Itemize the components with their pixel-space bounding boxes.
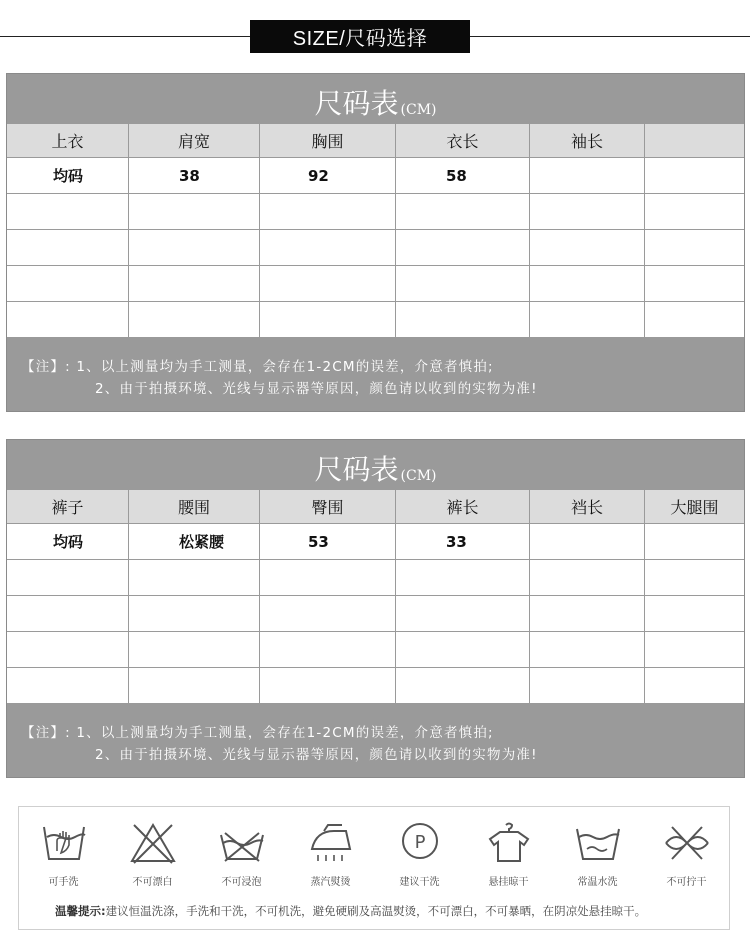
- svg-text:P: P: [414, 832, 425, 853]
- column-header: 衣长: [396, 124, 530, 158]
- steam-iron-icon: [306, 821, 356, 865]
- table-row: [7, 230, 744, 266]
- table-cell: [530, 524, 645, 560]
- column-header: 上衣: [7, 124, 129, 158]
- column-header: 裆长: [530, 490, 645, 524]
- bottom-table-title: [7, 440, 744, 490]
- care-label: 不可漂白: [132, 877, 173, 888]
- table-row: [7, 302, 744, 338]
- cell-value: 均码: [53, 167, 84, 185]
- no-wring-icon: [662, 821, 712, 865]
- bottom-table-grid: [7, 490, 744, 704]
- table-cell: [260, 158, 396, 194]
- table-row: [7, 266, 744, 302]
- cell-value: 92: [308, 166, 329, 185]
- header-divider-right: [470, 36, 750, 37]
- top-table-grid: [7, 124, 744, 338]
- bottom-table-unit: (CM): [400, 468, 437, 484]
- table-cell: [7, 158, 129, 194]
- table-row: [7, 632, 744, 668]
- bottom-size-table: [6, 439, 745, 778]
- table-row: [7, 668, 744, 704]
- table-cell: [396, 524, 530, 560]
- table-cell: [129, 524, 260, 560]
- column-header: 肩宽: [129, 124, 260, 158]
- cell-value: 33: [446, 532, 467, 551]
- cell-value: 均码: [53, 533, 84, 551]
- column-header: 大腿围: [645, 490, 744, 524]
- table-cell: [396, 158, 530, 194]
- no-soak-icon: [217, 821, 267, 865]
- care-item: [553, 821, 642, 888]
- top-table-title-text: 尺码表: [314, 87, 399, 120]
- bottom-table-note: [21, 722, 538, 766]
- table-cell: [129, 158, 260, 194]
- column-header: 胸围: [260, 124, 396, 158]
- table-row: [7, 158, 744, 194]
- dry-clean-icon: [395, 821, 445, 865]
- table-cell: [260, 524, 396, 560]
- page-title: SIZE/尺码选择: [250, 20, 470, 53]
- care-tip-label: 温馨提示:: [55, 904, 106, 918]
- table-header-row: [7, 490, 744, 524]
- column-header: 袖长: [530, 124, 645, 158]
- note-line-2: 2、由于拍摄环境、光线与显示器等原因，颜色请以收到的实物为准!: [95, 381, 538, 397]
- column-header: [645, 124, 744, 158]
- table-header-row: [7, 124, 744, 158]
- table-cell: [645, 524, 744, 560]
- note-line-1: 【注】: 1、以上测量均为手工测量，会存在1-2CM的误差，介意者慎拍;: [21, 725, 494, 741]
- care-icon-row: [19, 821, 731, 888]
- care-label: 常温水洗: [577, 877, 618, 888]
- table-cell: [530, 158, 645, 194]
- care-label: 不可浸泡: [221, 877, 262, 888]
- cell-value: 53: [308, 532, 329, 551]
- top-size-table: [6, 73, 745, 412]
- care-label: 可手洗: [48, 877, 79, 888]
- column-header: 臀围: [260, 490, 396, 524]
- cell-value: 38: [179, 166, 200, 185]
- care-tip-text: 建议恒温洗涤，手洗和干洗，不可机洗，避免硬刷及高温熨烫，不可漂白，不可暴晒，在阴凉处悬挂晾干。: [105, 904, 647, 918]
- top-table-title: [7, 74, 744, 124]
- hand-wash-icon: [39, 821, 89, 865]
- no-bleach-icon: [128, 821, 178, 865]
- table-row: [7, 194, 744, 230]
- cell-value: 58: [446, 166, 467, 185]
- warm-wash-icon: [573, 821, 623, 865]
- care-instructions: [18, 806, 730, 930]
- care-item: [464, 821, 553, 888]
- column-header: 裤长: [396, 490, 530, 524]
- note-line-1: 【注】: 1、以上测量均为手工测量，会存在1-2CM的误差，介意者慎拍;: [21, 359, 494, 375]
- table-cell: [645, 158, 744, 194]
- care-item: [19, 821, 108, 888]
- top-table-unit: (CM): [400, 102, 437, 118]
- care-tip: [55, 903, 646, 919]
- table-cell: [7, 524, 129, 560]
- top-table-note: [21, 356, 538, 400]
- hang-dry-icon: [484, 821, 534, 865]
- care-item: [197, 821, 286, 888]
- care-label: 蒸汽熨烫: [310, 877, 351, 888]
- table-row: [7, 596, 744, 632]
- care-label: 悬挂晾干: [488, 877, 529, 888]
- column-header: 裤子: [7, 490, 129, 524]
- care-item: [642, 821, 731, 888]
- table-row: [7, 524, 744, 560]
- care-item: [286, 821, 375, 888]
- care-label: 建议干洗: [399, 877, 440, 888]
- column-header: 腰围: [129, 490, 260, 524]
- care-item: [108, 821, 197, 888]
- note-line-2: 2、由于拍摄环境、光线与显示器等原因，颜色请以收到的实物为准!: [95, 747, 538, 763]
- care-item: [375, 821, 464, 888]
- table-row: [7, 560, 744, 596]
- header-divider-left: [0, 36, 250, 37]
- care-label: 不可拧干: [666, 877, 707, 888]
- bottom-table-title-text: 尺码表: [314, 453, 399, 486]
- cell-value: 松紧腰: [179, 533, 225, 551]
